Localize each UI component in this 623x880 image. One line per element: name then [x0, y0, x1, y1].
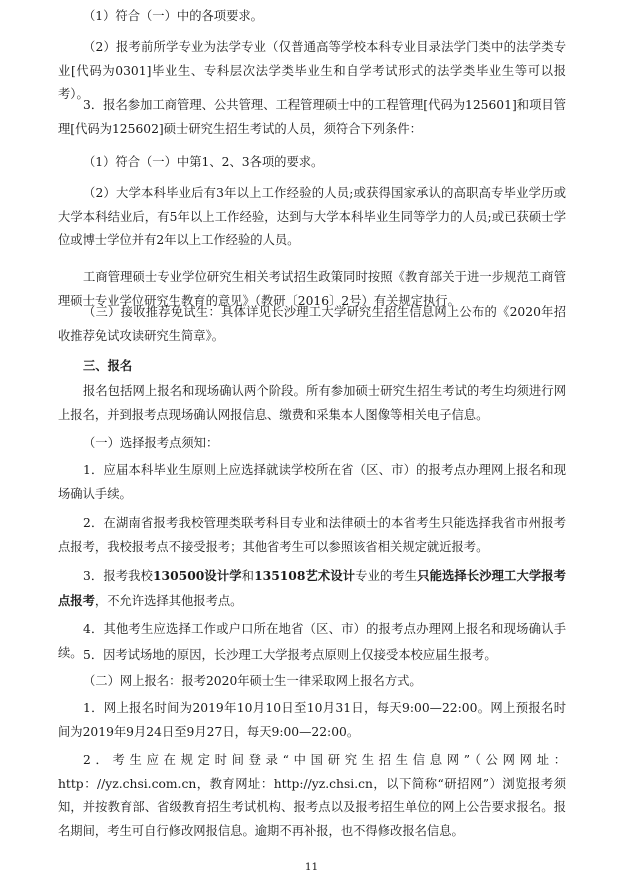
p13-bold-b: 135108艺术设计 — [254, 568, 356, 583]
paragraph-13 — [58, 564, 566, 613]
paragraph-1: （1）符合（一）中的各项要求。 — [83, 9, 263, 23]
paragraph-4: （1）符合（一）中第1、2、3各项的要求。 — [83, 155, 324, 169]
section-heading: 三、报名 — [83, 358, 133, 373]
p13-text-d: ，不允许选择其他报考点。 — [94, 593, 243, 608]
paragraph-14: 4．其他考生应选择工作或户口所在地省（区、市）的报考点办理网上报名和现场确认手续。 — [58, 622, 566, 660]
paragraph-10: （一）选择报考点须知： — [83, 436, 219, 450]
paragraph-6: 工商管理硕士专业学位研究生相关考试招生政策同时按照《教育部关于进一步规范工商管理硕士专业学位研究生教育的意见》（教研〔2016〕2号）有关规定执行。 — [58, 270, 566, 308]
paragraph-2: （2）报考前所学专业为法学专业（仅普通高等学校本科专业目录法学门类中的法学类专业[代码为0301]毕业生、专科层次法学类毕业生和自学考试形式的法学类毕业生等可以报考）。 — [58, 40, 566, 101]
paragraph-17: 1．网上报名时间为2019年10月10日至10月31日，每天9:00—22:00。网上预报名时间为2019年9月24日至9月27日，每天9:00—22:00。 — [58, 701, 566, 739]
paragraph-12: 2．在湖南省报考我校管理类联考科目专业和法律硕士的本省考生只能选择我省市州报考点报考，我校报考点不接受报考；其他省考生可以参照该省相关规定就近报考。 — [58, 516, 566, 554]
paragraph-15: 5．因考试场地的原因，长沙理工大学报考点原则上仅接受本校应届生报考。 — [83, 648, 497, 662]
p13-text-b: 和 — [241, 569, 255, 583]
paragraph-18: 2．考生应在规定时间登录“中国研究生招生信息网”（公网网址：http：//yz.chsi.com.cn，教育网址：http://yz.chsi.cn，以下简称“研招网”）浏览报考须知，并按教育部、省级教育招生考试机构、报考点以及报考招生单位的网上公告要求报名。报名期间，考生可自行修改网报信息。逾期不再补报，也不得修改报名信息。 — [58, 753, 566, 838]
paragraph-16: （二）网上报名：报考2020年硕士生一律采取网上报名方式。 — [83, 674, 422, 688]
p13-text-c: 专业的考生 — [355, 569, 418, 583]
paragraph-5: （2）大学本科毕业后有3年以上工作经验的人员;或获得国家承认的高职高专毕业学历或大学本科结业后，有5年以上工作经验，达到与大学本科毕业生同等学力的人员;或已获硕士学位或博士学位并有2年以上工作经验的人员。 — [58, 186, 566, 247]
p13-text-a: 3．报考我校 — [83, 569, 153, 583]
p13-bold-a: 130500设计学 — [152, 568, 242, 583]
paragraph-3: 3．报名参加工商管理、公共管理、工程管理硕士中的工程管理[代码为125601]和项目管理[代码为125602]硕士研究生招生考试的人员，须符合下列条件： — [58, 98, 566, 136]
page-number: 11 — [304, 861, 319, 873]
paragraph-11: 1．应届本科毕业生原则上应选择就读学校所在省（区、市）的报考点办理网上报名和现场确认手续。 — [58, 463, 566, 501]
paragraph-9: 报名包括网上报名和现场确认两个阶段。所有参加硕士研究生招生考试的考生均须进行网上报名，并到报考点现场确认网报信息、缴费和采集本人图像等相关电子信息。 — [58, 384, 566, 422]
p13-bold-c: 只能选择长沙理工大学报考点报考 — [58, 568, 566, 608]
paragraph-7: （三）接收推荐免试生：具体详见长沙理工大学研究生招生信息网上公布的《2020年招收推荐免试攻读研究生简章》。 — [58, 305, 566, 343]
